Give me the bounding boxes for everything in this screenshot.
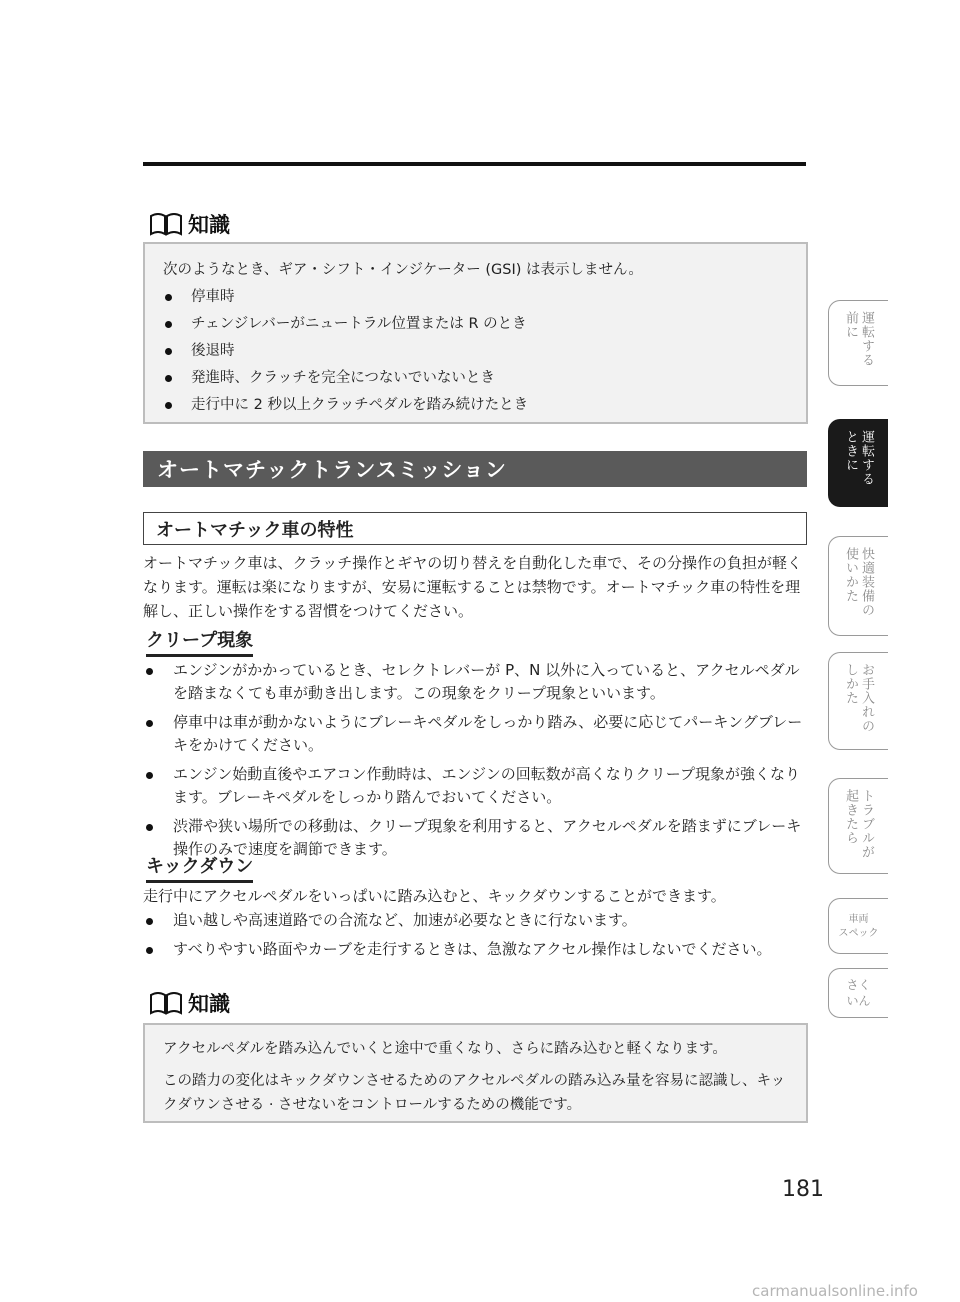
list-item: 停車中は車が動かないようにブレーキペダルをしっかり踏み、必要に応じてパーキングブレーキをかけてください。	[143, 711, 808, 757]
tab-when-driving[interactable]	[828, 419, 888, 507]
tab-label: トラブルが	[859, 789, 874, 859]
tab-label: ときに	[843, 430, 858, 472]
watermark: carmanualsonline.info	[752, 1282, 918, 1300]
tab-comfort-equipment[interactable]	[828, 536, 888, 636]
tab-before-driving[interactable]	[828, 300, 888, 386]
tab-label: いん	[846, 994, 871, 1008]
knowledge-para-1: アクセルペダルを踏み込んでいくと途中で重くなり、さらに踏み込むと軽くなります。	[163, 1041, 727, 1057]
knowledge-heading-2	[148, 986, 230, 1020]
kickdown-list	[143, 909, 808, 967]
knowledge-heading-1	[148, 207, 230, 241]
subsection-title: オートマチック車の特性	[143, 512, 807, 545]
tab-label: しかた	[843, 663, 858, 705]
creep-list	[143, 659, 808, 867]
tab-label: お手入れの	[859, 663, 874, 733]
tab-label: スペック	[838, 928, 879, 939]
tab-trouble[interactable]	[828, 778, 888, 874]
tab-index[interactable]	[828, 968, 888, 1018]
tab-label: 運転する	[859, 430, 874, 486]
knowledge-para-2: この踏力の変化はキックダウンさせるためのアクセルペダルの踏み込み量を容易に認識し、キックダウンさせる · させないをコントロールするための機能です。	[163, 1073, 786, 1113]
tab-label: さく	[846, 978, 871, 992]
list-item: エンジン始動直後やエアコン作動時は、エンジンの回転数が高くなりクリープ現象が強くなります。ブレーキペダルをしっかり踏んでおいてください。	[143, 763, 808, 809]
list-item: 後退時	[163, 339, 788, 363]
kickdown-intro: 走行中にアクセルペダルをいっぱいに踏み込むと、キックダウンすることができます。	[143, 887, 726, 905]
kickdown-heading: キックダウン	[146, 852, 253, 883]
knowledge-title-2: 知識	[188, 992, 230, 1016]
knowledge-box-2	[143, 1023, 808, 1123]
knowledge-title-1: 知識	[188, 213, 230, 237]
list-item: 渋滞や狭い場所での移動は、クリープ現象を利用すると、アクセルペダルを踏まずにブレーキ操作のみで速度を調節できます。	[143, 815, 808, 861]
header-rule	[143, 162, 806, 166]
knowledge-box-1	[143, 242, 808, 424]
open-book-icon	[148, 211, 184, 237]
tab-label: 快適装備の	[859, 547, 874, 617]
tab-label: 起きたら	[843, 789, 858, 845]
tab-maintenance[interactable]	[828, 652, 888, 750]
list-item: エンジンがかかっているとき、セレクトレバーが P、N 以外に入っていると、アクセルペダルを踏まなくても車が動き出します。この現象をクリープ現象といいます。	[143, 659, 808, 705]
tab-specifications[interactable]	[828, 898, 888, 954]
list-item: 追い越しや高速道路での合流など、加速が必要なときに行ないます。	[143, 909, 808, 932]
list-item: すべりやすい路面やカーブを走行するときは、急激なアクセル操作はしないでください。	[143, 938, 808, 961]
tab-label: 車両	[848, 914, 869, 925]
tab-label: 使いかた	[843, 547, 858, 603]
list-item: チェンジレバーがニュートラル位置または R のとき	[163, 312, 788, 336]
tab-label: 前に	[843, 311, 858, 339]
intro-paragraph: オートマチック車は、クラッチ操作とギヤの切り替えを自動化した車で、その分操作の負担が軽くなります。運転は楽になりますが、安易に運転することは禁物です。オートマチック車の特性を理解し、正しい操作をする習慣をつけてください。	[143, 554, 802, 620]
section-title: オートマチックトランスミッション	[143, 451, 807, 487]
list-item: 走行中に 2 秒以上クラッチペダルを踏み続けたとき	[163, 393, 788, 417]
knowledge-list-1	[163, 285, 788, 417]
knowledge-intro-1: 次のようなとき、ギア・シフト・インジケーター (GSI) は表示しません。	[163, 262, 643, 278]
open-book-icon	[148, 990, 184, 1016]
page-number: 181	[782, 1177, 824, 1202]
list-item: 発進時、クラッチを完全につないでいないとき	[163, 366, 788, 390]
tab-label: 運転する	[859, 311, 874, 367]
creep-heading: クリープ現象	[146, 626, 253, 657]
list-item: 停車時	[163, 285, 788, 309]
